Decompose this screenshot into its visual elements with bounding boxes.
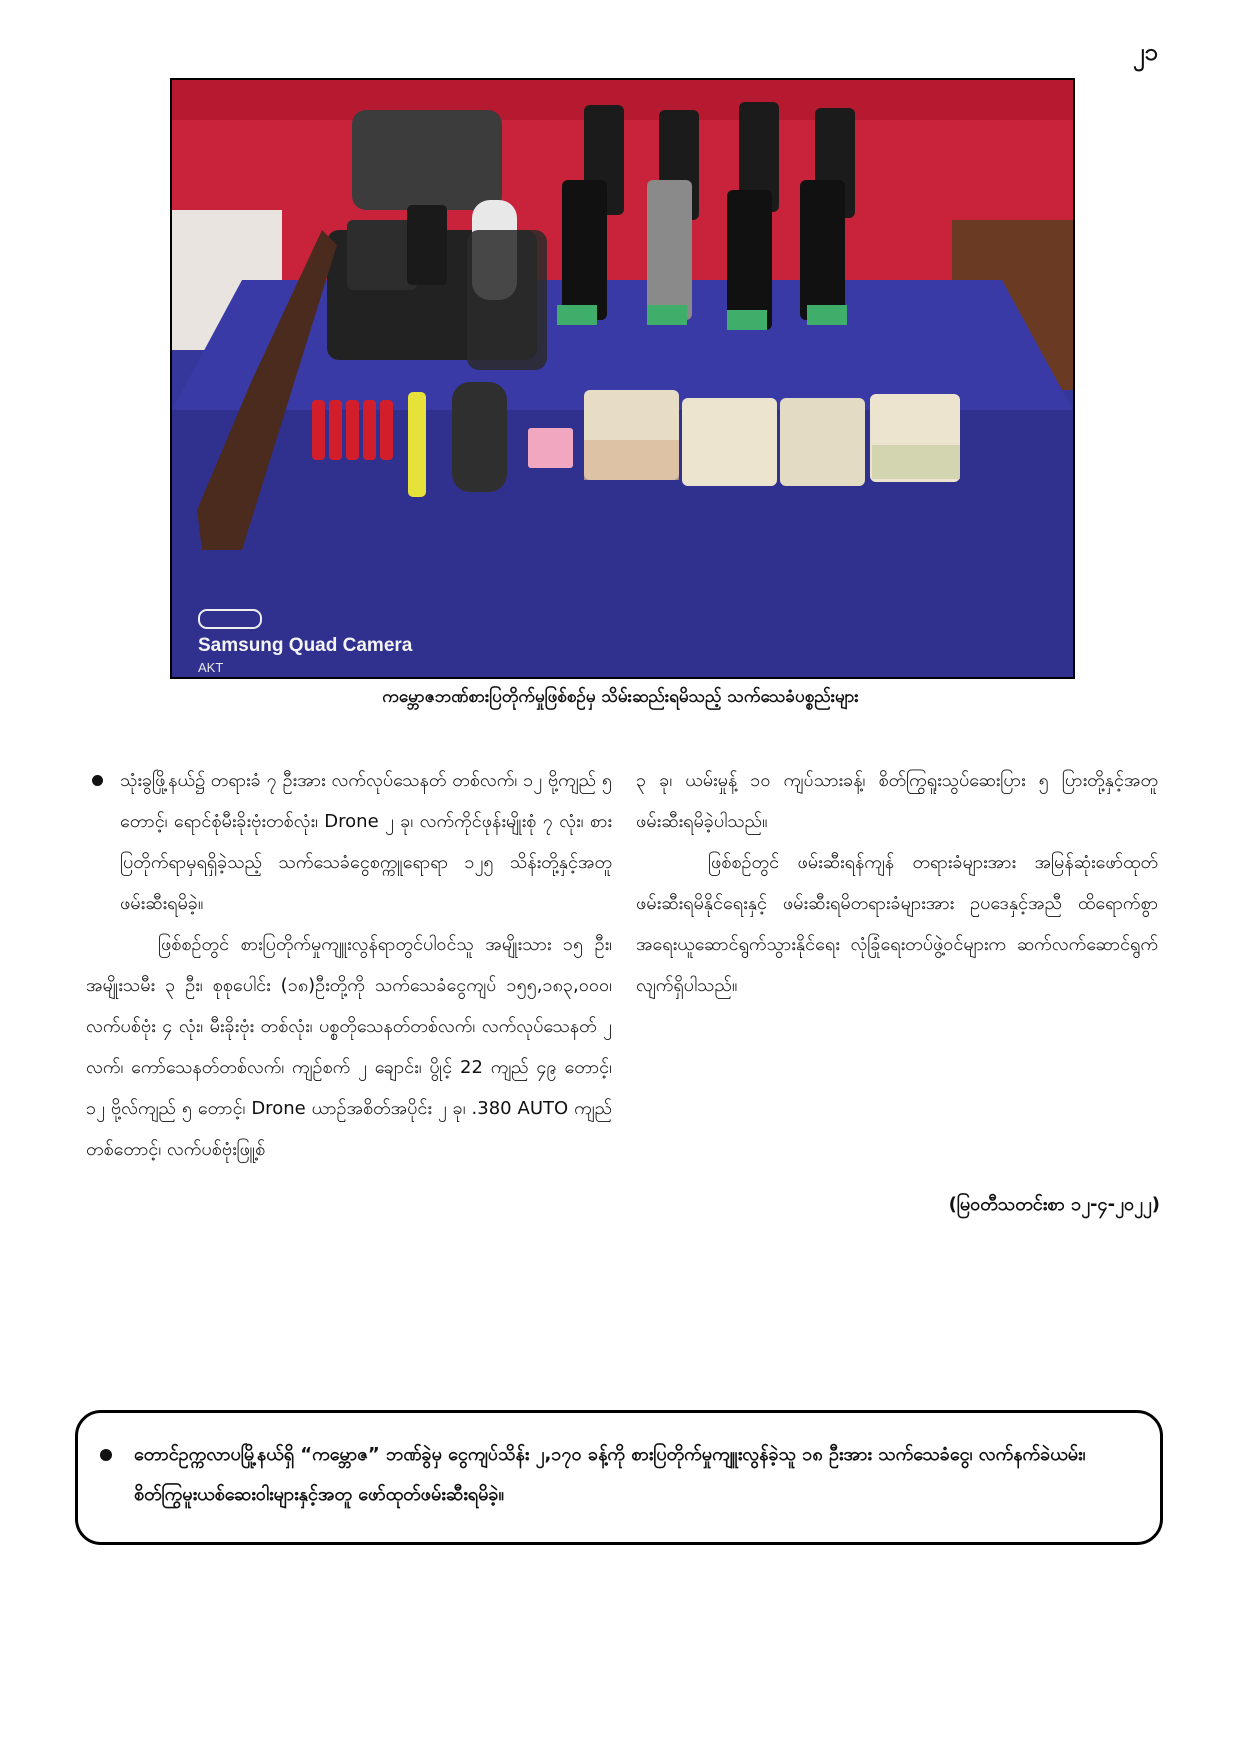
- summary-text: တောင်ဥက္ကလာပမြို့နယ်ရှိ “ကမ္ဘောဇ” ဘဏ်ခွဲမှ ငွေကျပ်သိန်း ၂,၁၇၀ ခန့်ကို စားပြတိုက်မှုကျူးလွန်ခဲ့သူ ၁၈ ဦးအား သက်သေခံငွေ၊ လက်နက်ခဲယမ်း၊ စိတ်ကြွမူးယစ်ဆေးဝါးများနှင့်အတူ ဖော်ထုတ်ဖမ်းဆီးရမိခဲ့။: [134, 1444, 1086, 1505]
- photo-caption: ကမ္ဘောဇဘဏ်စားပြတိုက်မှုဖြစ်စဉ်မှ သိမ်းဆည်းရမိသည့် သက်သေခံပစ္စည်းများ: [382, 687, 859, 707]
- camera-label: Samsung Quad Camera: [198, 635, 413, 656]
- source-citation: (မြဝတီသတင်းစာ ၁၂-၄-၂၀၂၂): [948, 1194, 1160, 1215]
- left-paragraph-2: ဖြစ်စဉ်တွင် စားပြတိုက်မှုကျူးလွန်ရာတွင်ပါဝင်သူ အမျိုးသား ၁၅ ဦး၊ အမျိုးသမီး ၃ ဦး၊ စုစုပေါင်း (၁၈)ဦးတို့ကို သက်သေခံငွေကျပ် ၁၅၅,၁၈၃,၀၀၀၊ လက်ပစ်ဗုံး ၄ လုံး၊ မီးခိုးဗုံး တစ်လုံး၊ ပစ္စတိုသေနတ်တစ်လက်၊ လက်လုပ်သေနတ် ၂ လက်၊ ကော်သေနတ်တစ်လက်၊ ကျဉ်စက် ၂ ချောင်း၊ ပွိုင့် 22 ကျည် ၄၉ တောင့်၊ ၁၂ ဗို့လ်ကျည် ၅ တောင့်၊ Drone ယာဉ်အစိတ်အပိုင်း ၂ ခု၊ .380 AUTO ကျည်တစ်တောင့်၊ လက်ပစ်ဗုံးဖြူ့စ်: [86, 934, 612, 1160]
- bullet-icon: [92, 775, 103, 786]
- evidence-photo-art: [172, 80, 1073, 677]
- bullet-paragraph-text: သုံးခွဖြို့နယ်၌ တရားခံ ၇ ဦးအား လက်လုပ်သေနတ် တစ်လက်၊ ၁၂ ဗို့ကျည် ၅ တောင့်၊ ရောင်စုံမီးခိုးဗုံးတစ်လုံး၊ Drone ၂ ခု၊ လက်ကိုင်ဖုန်းမျိုးစုံ ၇ လုံး၊ စားပြတိုက်ရာမှရရှိခဲ့သည့် သက်သေခံငွေစက္ကူရောရာ ၁၂၅ သိန်းတို့နှင့်အတူ ဖမ်းဆီးရမိခဲ့။: [120, 770, 612, 914]
- right-column: [636, 760, 1158, 1006]
- right-paragraph-2: ဖြစ်စဉ်တွင် ဖမ်းဆီးရန်ကျန် တရားခံများအား အမြန်ဆုံးဖော်ထုတ်ဖမ်းဆီးရမိနိုင်ရေးနှင့် ဖမ်းဆီးရမိတရားခံများအား ဥပဒေနှင့်အညီ ထိရောက်စွာအရေးယူဆောင်ရွက်သွားနိုင်ရေး လုံခြုံရေးတပ်ဖွဲ့ဝင်များက ဆက်လက်ဆောင်ရွက်လျက်ရှိပါသည်။: [636, 852, 1158, 996]
- evidence-photo: [170, 78, 1075, 679]
- right-paragraph-1: ၃ ခု၊ ယမ်းမှုန့် ၁၀ ကျပ်သားခန့်၊ စိတ်ကြွရူးသွပ်ဆေးပြား ၅ ပြားတို့နှင့်အတူ ဖမ်းဆီးရမိခဲ့ပါသည်။: [636, 770, 1158, 832]
- page-number: ၂၁: [1132, 38, 1158, 66]
- camera-badge-icon: [198, 609, 262, 629]
- summary-bullet-icon: [100, 1449, 112, 1461]
- bullet-paragraph: [86, 760, 612, 924]
- camera-sub-label: AKT: [198, 660, 224, 675]
- left-column: [86, 760, 612, 1170]
- summary-box: [75, 1410, 1163, 1545]
